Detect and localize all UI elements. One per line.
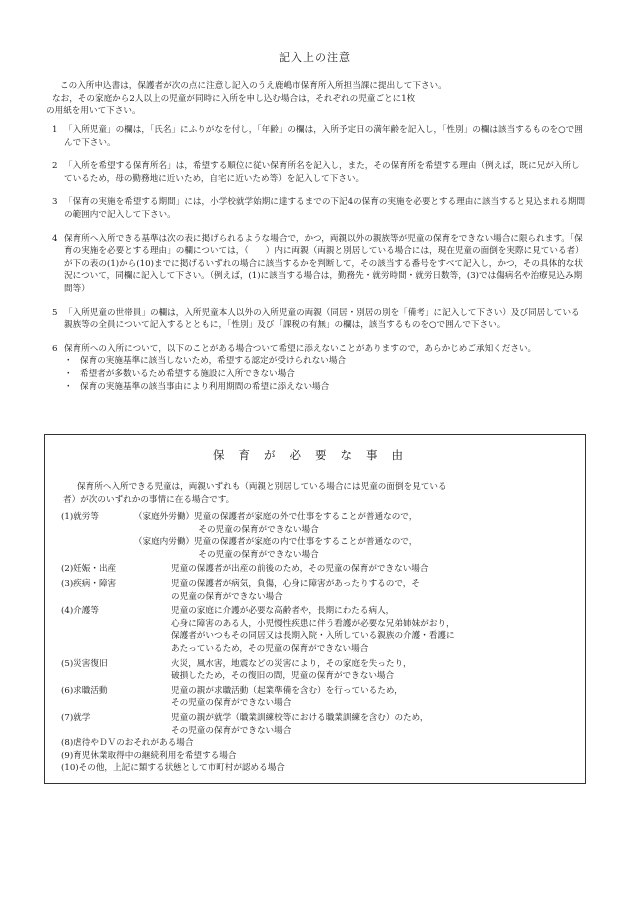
reason-line: 火災，風水害，地震などの災害により，その家庭を失ったり， [171,658,412,669]
bullet-mark: ・ [64,356,73,367]
note-item-3 [46,196,586,221]
intro-paragraph [46,80,586,118]
reason-label: (3)疾病・障害 [61,578,117,589]
note-number: 6 [52,343,58,354]
notes-list [46,124,586,393]
reason-line: その児童の保育ができない場合 [121,549,319,560]
note-text: 「入所児童」の欄は，「氏名」にふりがなを付し，「年齢」の欄は，入所予定日の満年齢を記入し，「性別」の欄は該当するものを○で囲んで下さい。 [64,125,583,148]
reasons-box-intro [63,481,563,506]
box-intro-line: 者）が次のいずれかの事情に在る場合です。 [63,494,235,505]
exceptions-list [46,355,586,393]
reason-line: 児童の保護者が病気，負傷，心身に障害があったりするので，そ [171,578,420,589]
bullet-text: 保育の実施基準の該当事由により利用期間の希望に添えない場合 [80,381,330,392]
list-item: (9)育児休業取得中の継続利用を希望する場合 [61,750,237,761]
reason-label: (4)介護等 [61,606,99,617]
other-reasons-list [61,737,571,775]
reason-label: (6)求職活動 [61,685,108,696]
note-text: 「入所を希望する保育所名」は，希望する順位に従い保育所名を記入し，また，その保育所を希望する理由（例えば，既に兄が入所しているため，母の勤務地に近いため，自宅に近いため等）を記入して下さい。 [64,161,580,184]
reason-row-7 [61,712,571,737]
intro-line: この入所申込書は，保護者が次の点に注意し記入のうえ鹿嶋市保育所入所担当課に提出して下さい。 [60,81,447,91]
list-item: (10)その他，上記に類する状態として市町村が認める場合 [61,763,285,774]
reason-row-3 [61,578,571,603]
reason-label: (2)妊娠・出産 [61,564,117,575]
note-text: 保育所へ入所できる基準は次の表に掲げられるような場合で，かつ，両親以外の親族等が児童の保育をできない場合に限られます。「保育の実施を必要とする理由」の欄については，（ ）内に両親（両親と別居している場合には，現在児童の面倒を実際に見ている者）が下の表の(1)から(10)までに掲げるいずれの場合に該当するかを判断して，その該当する番号をすべて記入し，かつ，その具体的な状況について，同欄に記入して下さい。（例えば，(1)に該当する場合は，勤務先・就労時間・就労日数等，(3)では傷病名や治療見込み期間等） [64,233,584,294]
list-item [46,355,586,368]
reason-line: （家庭内労働）児童の保護者が家庭の内で仕事をすることが普通なので， [121,537,418,548]
note-number: 3 [52,197,58,208]
intro-line: の用紙を用いて下さい。 [46,106,141,117]
bullet-text: 希望者が多数いるため希望する施設に入所できない場合 [80,368,295,379]
reason-label: (7)就学 [61,712,91,723]
list-item [46,381,586,394]
bullet-mark: ・ [64,381,73,392]
note-item-4 [46,233,586,296]
note-text: 「保育の実施を希望する期間」には，小学校就学始期に達するまでの下記4の保育の実施を必要とする理由に該当すると見込まれる期間の範囲内で記入して下さい。 [64,197,586,220]
page-title: 記入上の注意 [279,51,351,64]
reason-row-6 [61,685,571,710]
reason-row-1 [61,511,571,561]
reason-line: 心身に障害のある人，小児慢性疾患に伴う看護が必要な兄弟姉妹がおり， [171,618,455,629]
reason-line: 児童の親が就学（職業訓練校等における職業訓練を含む）のため， [171,712,429,723]
reason-line: あたっているため，その児童の保育ができない場合 [171,643,369,654]
reason-row-4 [61,605,571,655]
note-number: 5 [52,307,58,318]
reason-row-5 [61,658,571,683]
note-item-2 [46,160,586,185]
reasons-box [44,434,586,784]
list-item: (8)虐待やＤＶのおそれがある場合 [61,738,194,748]
box-intro-line: 保育所へ入所できる児童は，両親いずれも（両親と別居している場合には児童の面倒を見ている [77,482,447,492]
reason-line: （家庭外労働）児童の保護者が家庭の外で仕事をすることが普通なので， [121,512,418,522]
reasons-box-title: 保育が必要な事由 [213,448,417,462]
reason-label: (5)災害復旧 [61,658,108,669]
note-number: 4 [52,233,58,244]
reason-row-2 [61,563,571,576]
reason-line: 児童の保護者が出産の前後のため，その児童の保育ができない場合 [171,564,429,575]
reason-line: 児童の家庭に介護が必要な高齢者や，長期にわたる病人， [171,606,395,617]
note-number: 1 [52,125,58,135]
reason-line: 破損したため，その復旧の間，児童の保育ができない場合 [171,671,395,682]
note-text: 「入所児童の世帯員」の欄は，入所児童本人以外の入所児童の両親（同居・別居の別を「備考」に記入して下さい）及び同居している親族等の全員について記入するとともに，「性別」及び「課税の有無」の欄は，該当するものを○で囲んで下さい。 [64,307,580,331]
reasons-list [61,511,571,739]
bullet-mark: ・ [64,368,73,379]
reason-line: の児童の保育ができない場合 [171,591,283,602]
reason-line: 保護者がいつもその同居又は長期入院・入所している親族の介護・看護に [171,631,455,642]
reason-line: その児童の保育ができない場合 [171,698,292,709]
note-item-1 [46,124,586,149]
reason-line: その児童の保育ができない場合 [121,524,319,535]
note-item-5 [46,307,586,332]
bullet-text: 保育の実施基準に該当しないため，希望する認定が受けられない場合 [80,356,347,367]
reason-label: (1)就労等 [61,512,99,522]
reason-line: 児童の親が求職活動（起業準備を含む）を行っているため， [171,685,403,696]
list-item [46,368,586,381]
note-item-6 [46,343,586,356]
note-number: 2 [52,161,58,172]
note-text: 保育所への入所について，以下のことがある場合ついて希望に添えないことがありますので，あらかじめご承知ください。 [64,343,537,354]
intro-line: なお，その家庭から2人以上の児童が同時に入所を申し込む場合は，それぞれの児童ごとに1枚 [52,93,416,104]
reason-line: その児童の保育ができない場合 [171,725,292,736]
